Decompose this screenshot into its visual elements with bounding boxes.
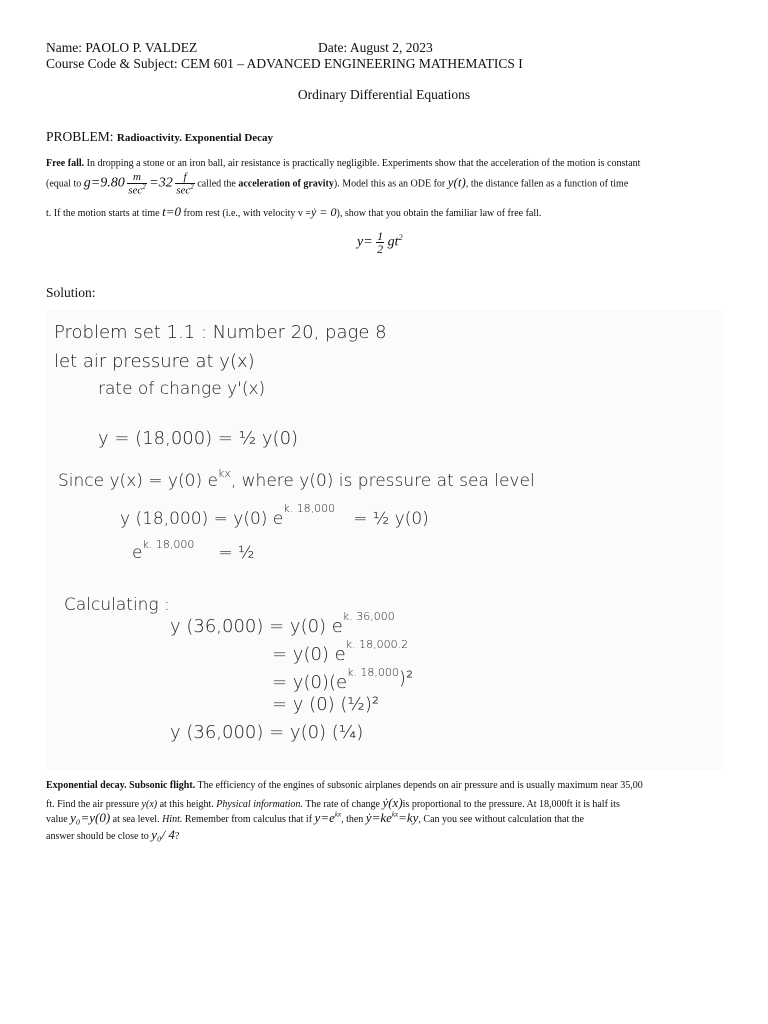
law-gt: gt [387,234,399,250]
text-show-law: ), show that you obtain the familiar law of free fall. [336,208,542,219]
problem-label: PROBLEM: [46,129,114,144]
text-distance-fallen: , the distance fallen as a function of time [465,178,629,190]
problem-title: Radioactivity. Exponential Decay [116,132,274,144]
text-model-ode: ). Model this as an ODE for [333,178,446,190]
ydot-equals-ke: ẏ=ke [365,810,392,825]
hw-l6a: y (18,000) = y(0) e [120,509,284,529]
hw-l5b: kx [217,467,231,480]
law-y: y= [357,234,373,250]
hw-l6c: = ½ y(0) [353,509,429,529]
hw-l10a: = y(0) e [272,644,346,665]
date-label: Date: August 2, 2023 [318,40,433,55]
text-value: value [46,814,68,825]
acceleration-of-gravity: acceleration of gravity [238,178,334,190]
hw-l6b: k. 18,000 [283,502,336,515]
y-of-x: y(x) [141,799,158,810]
subsonic-line-3 [46,811,584,825]
hw-l9a: y (36,000) = y(0) e [170,616,343,637]
text-remember: Remember from calculus that if [184,814,313,825]
exp-kx: kx [334,810,342,819]
ydot-equals-0: ẏ = 0 [311,205,337,219]
subsonic-line-4 [46,828,179,842]
ydot-of-x: ẏ(x) [382,795,403,810]
hw-line-4: y = (18,000) = ½ y(0) [98,428,299,449]
free-fall-line-3 [46,205,541,219]
handwriting-canvas [46,310,724,770]
text-equal-to: (equal to [46,178,82,190]
frac-denominator-sec: sec [176,184,191,197]
problem-heading [46,129,273,145]
solution-label: Solution: [46,285,96,300]
fraction-m-sec2: $\frac{m}{\sec^2}$ [128,171,146,197]
hw-l5c: , where y(0) is pressure at sea level [230,471,535,491]
fraction-f-sec2: $\frac{f}{\sec^2}$ [176,171,194,197]
law-denominator: 2 [377,242,384,256]
hw-l7a: e [132,543,143,563]
hw-line-2: let air pressure at y(x) [54,351,255,372]
course-label: Course Code & Subject: CEM 601 – ADVANCED ENGINEERING MATHEMATICS I [46,56,523,71]
hw-line-3: rate of change y'(x) [98,379,266,399]
y-equals-e: y=e [314,810,335,825]
law-numerator: 1 [377,229,384,243]
text-then: , then [341,814,364,825]
exp-kx-2: kx [391,810,399,819]
law-half [376,230,384,255]
free-fall-law: y= $\frac{1}{2}$ $gt^2$ [357,229,403,256]
free-fall-text-1: In dropping a stone or an iron ball, air resistance is practically negligible. Experiments show that the acceleration of the motion is constant [86,158,641,169]
text-close-to: answer should be close to [46,831,149,842]
student-name: Name: PAOLO P. VALDEZ [46,40,198,55]
hw-line-12: = y (0) (½)² [272,694,380,715]
free-fall-title: Free fall. [46,158,85,169]
hw-line-1: Problem set 1.1 : Number 20, page 8 [54,322,387,343]
free-fall-line-2 [46,172,628,197]
eq-32: =32 [149,175,173,191]
free-fall-line-1 [46,159,640,169]
text-find-pressure: ft. Find the air pressure [46,799,140,810]
subsonic-line-2 [46,796,620,810]
question-mark: ? [174,831,180,842]
hw-l10b: k. 18,000.2 [345,638,409,651]
y-of-t: y(t) [447,174,466,190]
hw-l11b: k. 18,000 [347,666,399,679]
text-motion-starts: t. If the motion starts at time [46,208,160,219]
hw-line-5 [58,467,535,491]
hw-line-13: y (36,000) = y(0) (¼) [170,722,364,743]
text-without-calc: , Can you see without calculation that the [418,814,584,825]
y0-equals-y0: y₀=y(0) [70,810,111,825]
t-equals-0: t=0 [162,204,181,219]
text-at-height: at this height. [159,799,214,810]
text-proportional: is proportional to the pressure. At 18,000ft it is half its [402,799,620,810]
frac-denominator-sec: sec [128,184,143,197]
frac-numerator-f: f [175,172,195,184]
topic-title: Ordinary Differential Equations [297,87,471,102]
hw-l7b: k. 18,000 [142,538,195,551]
hw-l9b: k. 36,000 [342,610,395,623]
hw-l7c: = ½ [218,543,255,563]
subsonic-text-1: The efficiency of the engines of subsonic airplanes depends on air pressure and is usually maximum near 35,00 [197,780,643,791]
text-from-rest: from rest (i.e., with velocity v = [183,208,312,219]
hw-l11a: = y(0)(e [272,672,348,693]
handwritten-solution [46,310,724,770]
g-expression: g=9.80 [83,175,125,191]
subsonic-title: Exponential decay. Subsonic flight. [46,780,196,791]
text-called: called the [197,178,236,190]
hw-l5a: Since y(x) = y(0) e [58,471,218,491]
hw-line-8: Calculating : [64,595,170,615]
hint-label: Hint. [162,814,183,825]
y0-over-4: y₀/ 4 [151,827,175,842]
equals-ky: =ky [398,810,419,825]
subsonic-line-1 [46,781,643,791]
frac-numerator-m: m [127,172,147,184]
physical-information: Physical information. [216,799,303,810]
hw-l11c: )² [398,668,414,689]
text-sea-level: at sea level. [112,814,160,825]
text-rate-change: The rate of change [305,799,380,810]
